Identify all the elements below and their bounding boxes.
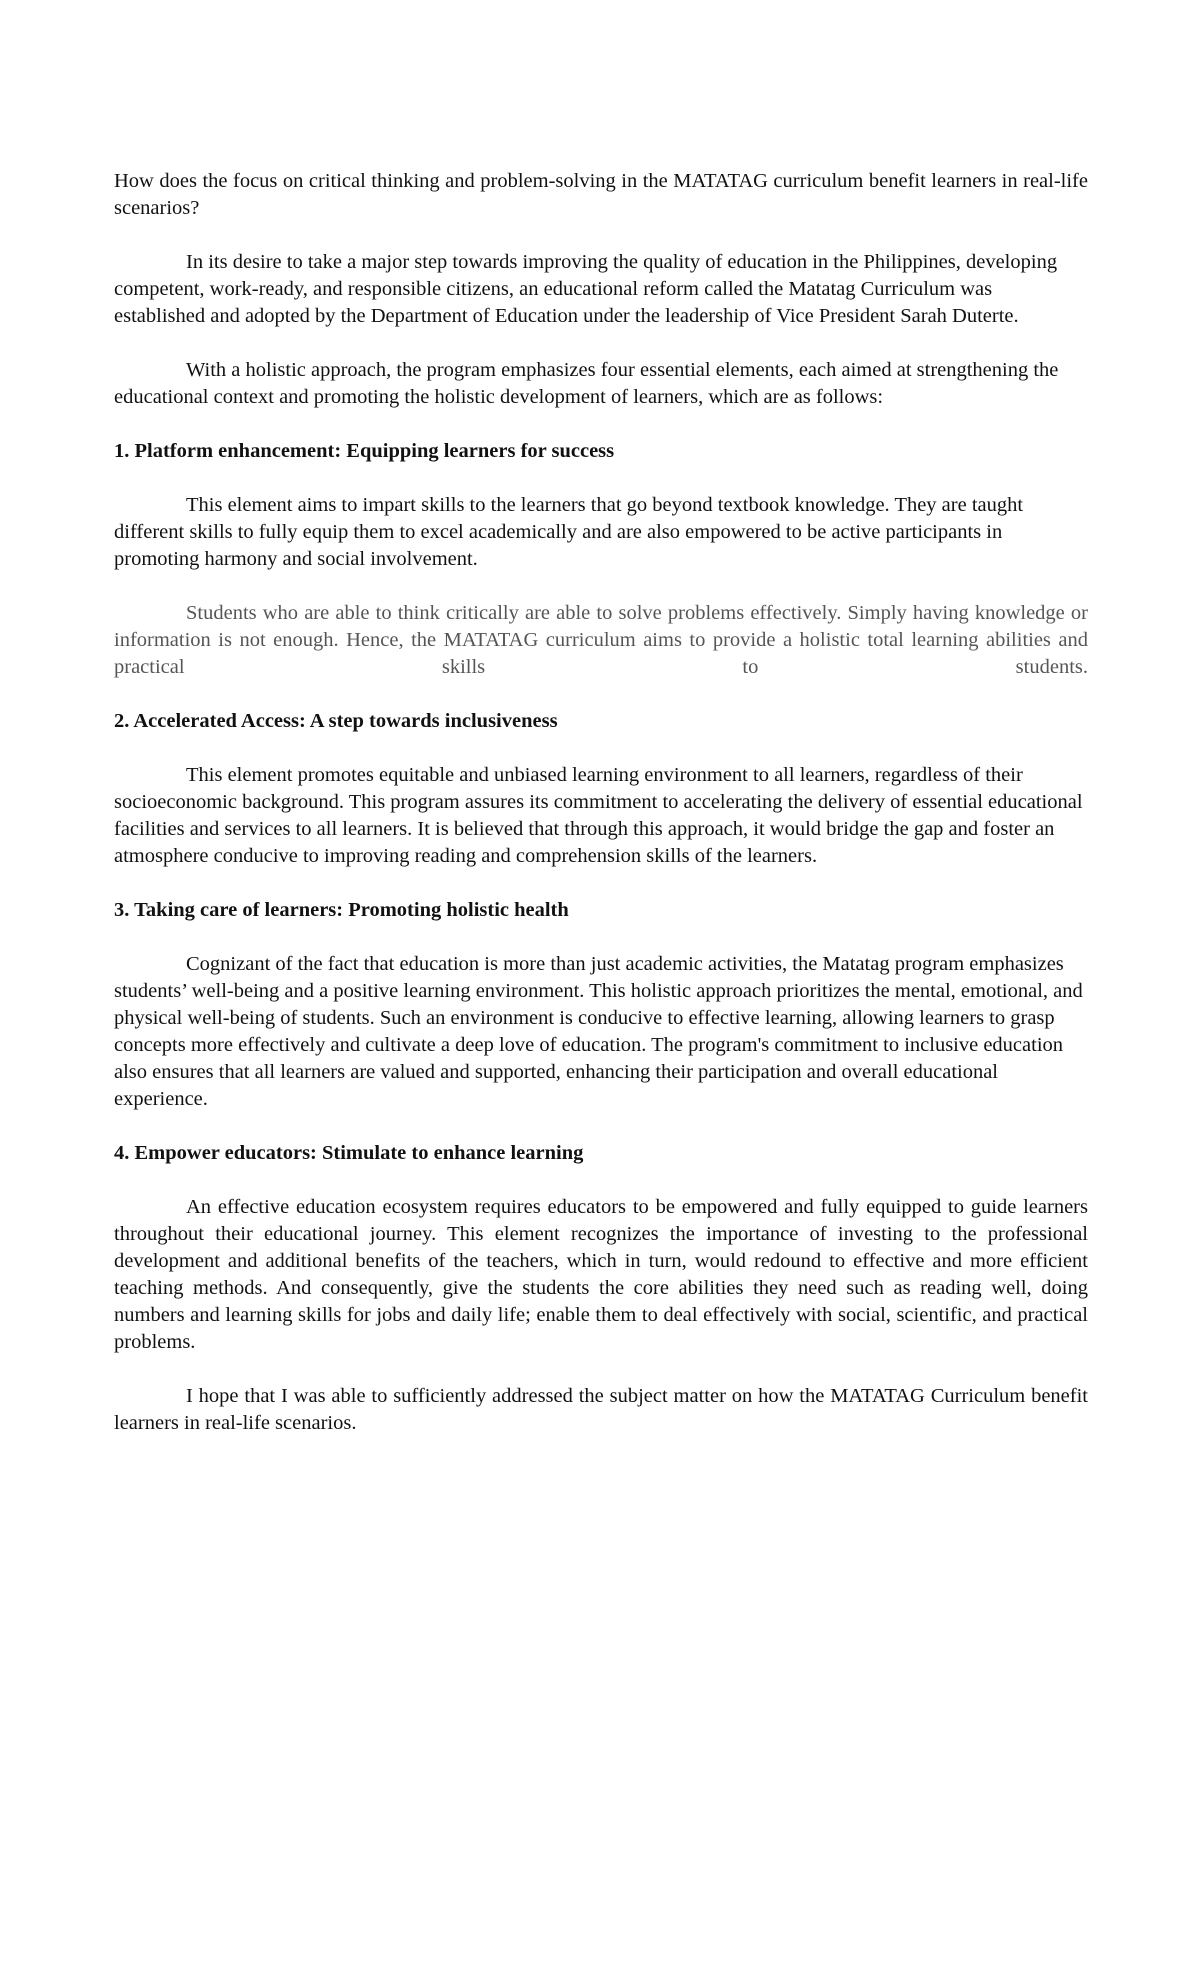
intro-paragraph: In its desire to take a major step towards improving the quality of education in the Philippines, developing competent, work-ready, and responsible citizens, an educational reform called the Matatag Curriculum was established and adopted by the Department of Education under the leadership of Vice President Sarah Duterte. bbox=[114, 251, 1058, 327]
section-heading: 4. Empower educators: Stimulate to enhance learning bbox=[114, 1142, 584, 1164]
intro-paragraph: With a holistic approach, the program emphasizes four essential elements, each aimed at strengthening the educational context and promoting the holistic development of learners, which are as follows: bbox=[114, 359, 1059, 408]
section-heading: 1. Platform enhancement: Equipping learners for success bbox=[114, 440, 615, 462]
section-heading: 2. Accelerated Access: A step towards inclusiveness bbox=[114, 710, 558, 732]
section-paragraph: This element promotes equitable and unbiased learning environment to all learners, regardless of their socioeconomic background. This program assures its commitment to accelerating the delivery of essential educational facilities and services to all learners. It is believed that through this approach, it would bridge the gap and foster an atmosphere conducive to improving reading and comprehension skills of the learners. bbox=[114, 764, 1083, 867]
conclusion-paragraph: I hope that I was able to sufficiently addressed the subject matter on how the MATATAG Curriculum benefit learners in real-life scenarios. bbox=[114, 1385, 1088, 1434]
section-paragraph: An effective education ecosystem requires educators to be empowered and fully equipped to guide learners throughout their educational journey. This element recognizes the importance of investing to the professional development and additional benefits of the teachers, which in turn, would redound to effective and more efficient teaching methods. And consequently, give the students the core abilities they need such as reading well, doing numbers and learning skills for jobs and daily life; enable them to deal effectively with social, scientific, and practical problems. bbox=[114, 1196, 1088, 1353]
section-paragraph: This element aims to impart skills to the learners that go beyond textbook knowledge. They are taught different skills to fully equip them to excel academically and are also empowered to be active participants in promoting harmony and social involvement. bbox=[114, 494, 1024, 570]
question-text: How does the focus on critical thinking and problem-solving in the MATATAG curriculum benefit learners in real-life scenarios? bbox=[114, 170, 1088, 219]
section-paragraph: Cognizant of the fact that education is more than just academic activities, the Matatag program emphasizes students’ well-being and a positive learning environment. This holistic approach prioritizes the mental, emotional, and physical well-being of students. Such an environment is conducive to effective learning, allowing learners to grasp concepts more effectively and cultivate a deep love of education. The program's commitment to inclusive education also ensures that all learners are valued and supported, enhancing their participation and overall educational experience. bbox=[114, 953, 1083, 1110]
section-paragraph: Students who are able to think critically are able to solve problems effectively. Simply having knowledge or information is not enough. Hence, the MATATAG curriculum aims to provide a holistic total learning abilities and practical skills to students. bbox=[114, 602, 1088, 678]
section-heading: 3. Taking care of learners: Promoting holistic health bbox=[114, 899, 569, 921]
